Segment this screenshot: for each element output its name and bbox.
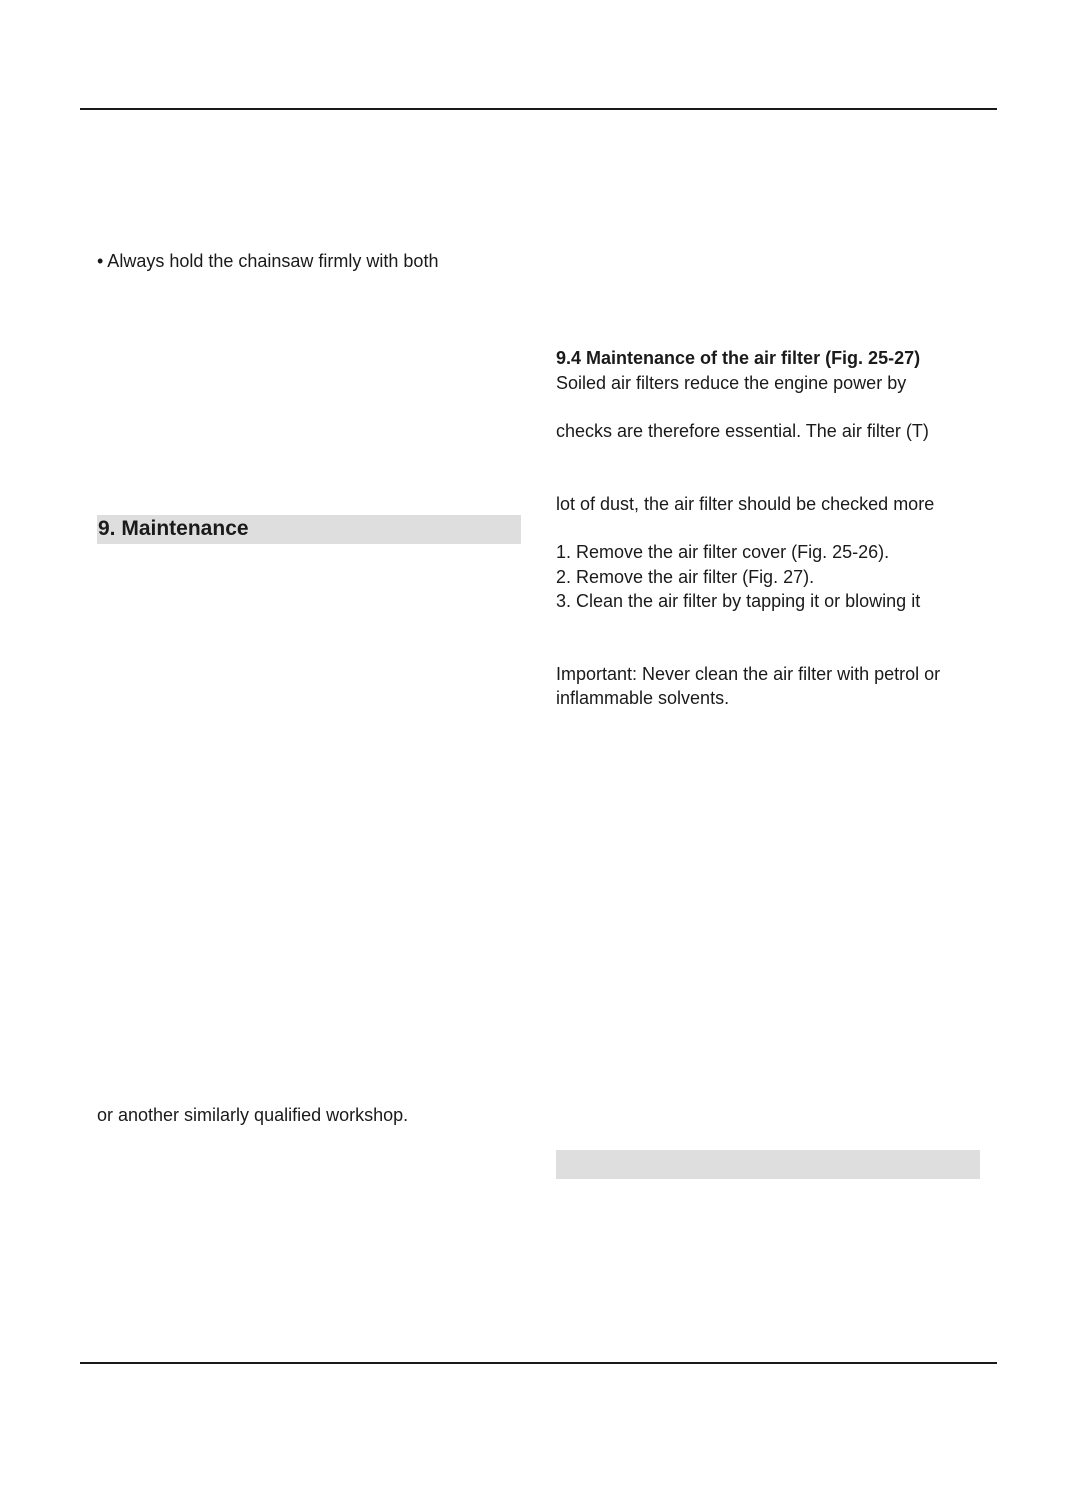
paragraph-line: lot of dust, the air filter should be checked more — [556, 494, 935, 514]
workshop-line: or another similarly qualified workshop. — [97, 1105, 409, 1125]
top-rule — [80, 108, 997, 110]
important-note: inflammable solvents. — [556, 688, 730, 708]
air-filter-subheading: 9.4 Maintenance of the air filter (Fig. 25-27) — [556, 348, 921, 368]
section-heading: 9. Maintenance — [98, 517, 249, 540]
empty-heading-bar — [556, 1150, 980, 1179]
important-note: Important: Never clean the air filter with petrol or — [556, 664, 941, 684]
bottom-rule — [80, 1362, 997, 1364]
bullet-line: • Always hold the chainsaw firmly with both — [97, 251, 439, 271]
step-item: 3. Clean the air filter by tapping it or blowing it — [556, 591, 921, 611]
paragraph-line: checks are therefore essential. The air filter (T) — [556, 421, 929, 441]
step-item: 1. Remove the air filter cover (Fig. 25-26). — [556, 542, 890, 562]
paragraph-line: Soiled air filters reduce the engine power by — [556, 373, 907, 393]
step-item: 2. Remove the air filter (Fig. 27). — [556, 567, 815, 587]
